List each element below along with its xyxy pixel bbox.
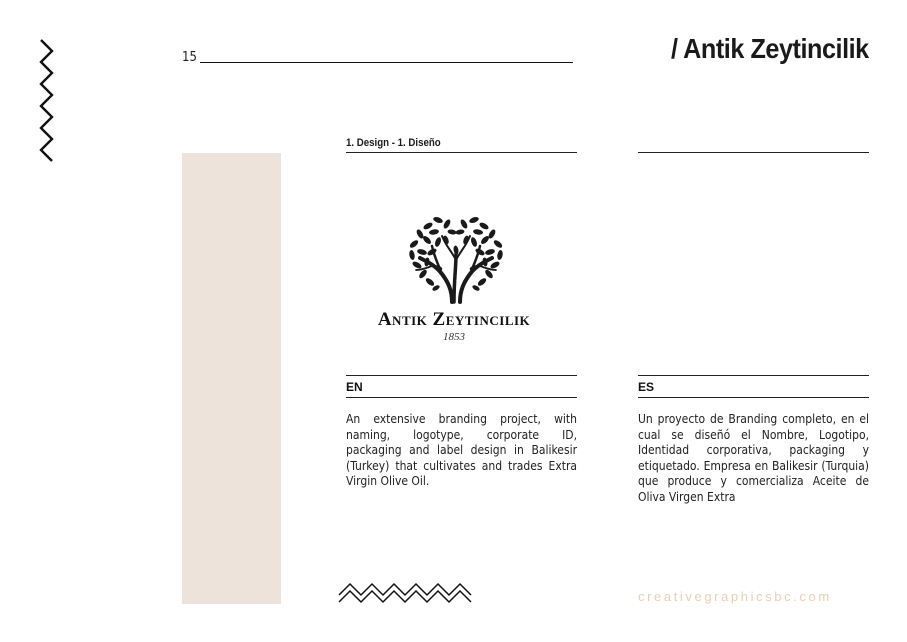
section-label: 1. Design - 1. Diseño — [346, 137, 441, 149]
es-label: ES — [638, 380, 655, 394]
section-divider-left — [346, 152, 577, 153]
section-divider-right — [638, 152, 869, 153]
zigzag-decoration-icon — [36, 38, 60, 164]
es-divider-bottom — [638, 397, 869, 398]
logo-wordmark: Antik Zeytincilik — [377, 309, 531, 330]
page-title: / Antik Zeytincilik — [671, 33, 869, 64]
page-number: 15 — [182, 50, 197, 65]
es-description: Un proyecto de Branding completo, en el cual se diseñó el Nombre, Logotipo, Identidad corporativa, packaging y etiquetado. Empresa en Balikesir (Turquia) que produce y comercializa Aceite de Oliva Virgen Extra — [638, 412, 869, 504]
es-divider-top — [638, 375, 869, 376]
olive-tree-heart-icon — [372, 210, 540, 305]
footer-website-link[interactable]: creativegraphicsbc.com — [638, 589, 832, 604]
zigzag-bottom-decoration-icon — [338, 578, 475, 604]
logo-year: 1853 — [443, 331, 465, 343]
en-description: An extensive branding project, with naming, logotype, corporate ID, packaging and label design in Balikesir (Turkey) that cultivates and trades Extra Virgin Olive Oil. — [346, 412, 577, 488]
header-divider — [200, 62, 573, 63]
beige-accent-bar — [182, 153, 281, 604]
en-divider-bottom — [346, 397, 577, 398]
en-divider-top — [346, 375, 577, 376]
en-label: EN — [346, 380, 363, 394]
